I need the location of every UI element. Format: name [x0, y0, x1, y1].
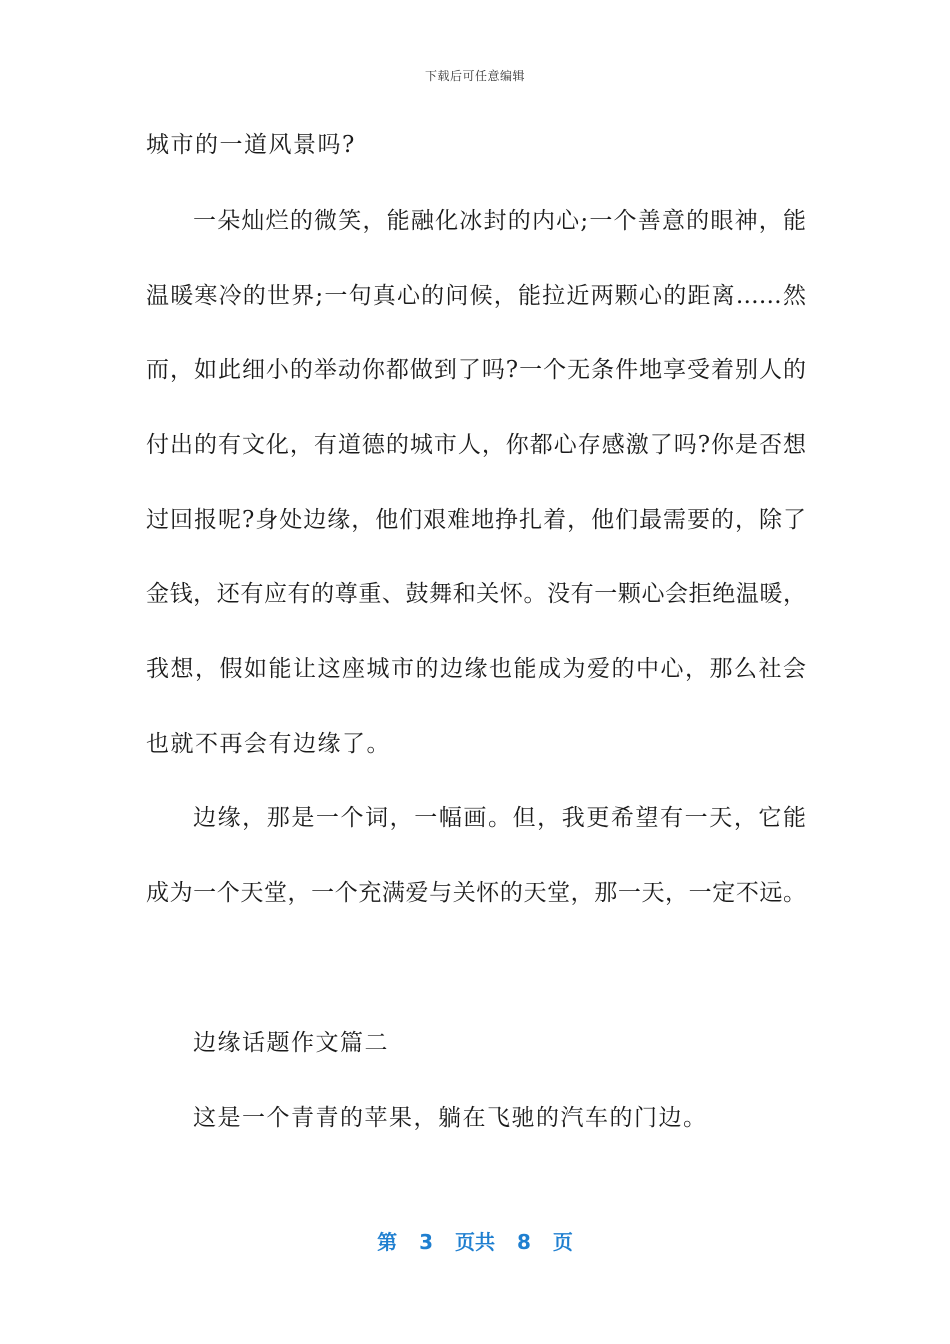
paragraph-1-line-5: 过回报呢?身处边缘，他们艰难地挣扎着，他们最需要的，除了 [146, 507, 806, 533]
section-title: 边缘话题作文篇二 [193, 1030, 389, 1056]
paragraph-1-line-3: 而，如此细小的举动你都做到了吗?一个无条件地享受着别人的 [146, 357, 806, 383]
footer-page-number: 3 [419, 1230, 433, 1254]
paragraph-0-line-1: 城市的一道风景吗? [146, 132, 356, 158]
paragraph-3-line-1: 这是一个青青的苹果，躺在飞驰的汽车的门边。 [193, 1105, 708, 1131]
paragraph-2-line-1: 边缘，那是一个词，一幅画。但，我更希望有一天，它能 [193, 805, 806, 831]
header-note: 下载后可任意编辑 [424, 69, 525, 83]
footer-middle: 页共 [455, 1230, 495, 1254]
paragraph-1-line-2: 温暖寒冷的世界;一句真心的问候，能拉近两颗心的距离……然 [146, 283, 806, 309]
paragraph-1-line-6: 金钱，还有应有的尊重、鼓舞和关怀。没有一颗心会拒绝温暖， [146, 581, 806, 607]
paragraph-1-line-7: 我想，假如能让这座城市的边缘也能成为爱的中心，那么社会 [146, 656, 806, 682]
footer-total-pages: 8 [517, 1230, 531, 1254]
paragraph-1-line-1: 一朵灿烂的微笑，能融化冰封的内心;一个善意的眼神，能 [193, 208, 806, 234]
paragraph-2-line-2: 成为一个天堂，一个充满爱与关怀的天堂，那一天，一定不远。 [146, 880, 806, 906]
paragraph-1-line-8: 也就不再会有边缘了。 [146, 731, 391, 757]
page-footer [0, 1226, 950, 1255]
footer-prefix: 第 [377, 1230, 398, 1254]
paragraph-1-line-4: 付出的有文化，有道德的城市人，你都心存感激了吗?你是否想 [146, 432, 806, 458]
footer-suffix: 页 [552, 1230, 573, 1254]
